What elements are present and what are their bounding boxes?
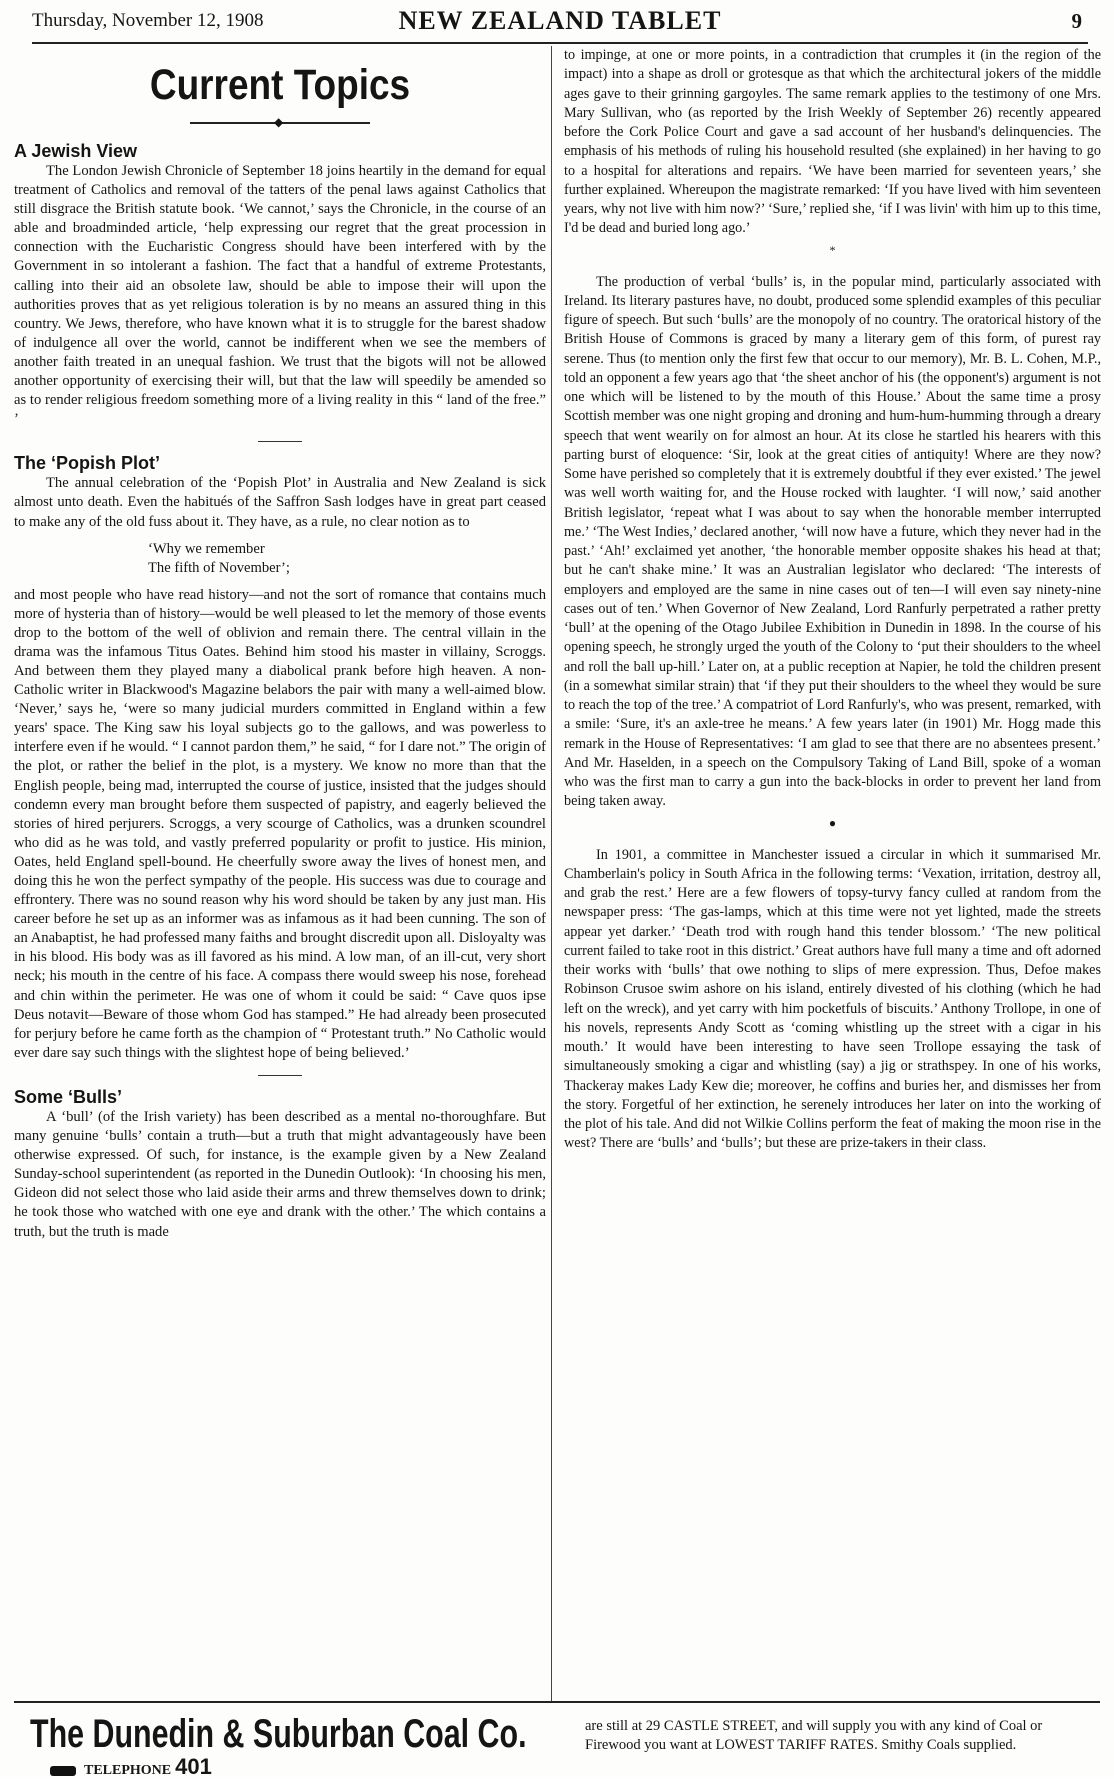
article-heading: The ‘Popish Plot’ [14, 453, 161, 474]
column-divider [551, 46, 552, 1701]
verse-line: ‘Why we remember [148, 540, 265, 557]
article-body: and most people who have read history—and not the sort of romance that contains much more of hysteria than of history—would be well pleased to let the memory of those events drop to the bottom of the well of oblivion and remain there. The central villain in the drama was the infamous Titus Oates. Behind him stood his master in villainy, Scroggs. And between them they played many a diabolical prank before high heaven. A non-Catholic writer in Blackwood's Magazine belabors the pair with many a well-aimed blow. ‘Never,’ says he, ‘were so many judicial murders committed in England within a few years' space. The King saw his loyal subjects go to the gallows, and was powerless to interfere even if he would. “ I cannot pardon them,” he said, “ for I dare not.” The origin of the plot, or rather the belief in the plot, is a mystery. We know no more than that the English people, being mad, interrupted the course of justice, insisted that the judges should condemn every man brought before them suspected of papistry, and eagerly believed the stories of hired perjurers. Scroggs, a very scourge of Catholics, was a drunken scoundrel who did as he was told, and vastly preferred popularity or profit to justice. His minion, Oates, held England spell-bound. He cheerfully swore away the lives of honest men, and doing this he won the perfect sympathy of the people. His success was due to courage and effrontery. There was no sound reason why his word should be taken by any just man. His career before he set up as an informer was as infamous as it had been cunning. The son of an Anabaptist, he had professed many faiths and brought discredit upon all. Disloyalty was in his blood. His body was as ill favored as his mind. A low man, of an ill-cut, very short neck; his mouth in the centre of his face. A compass there would sweep his nose, forehead and chin within the perimeter. He was one of whom it could be said: “ Cave quos ipse Deus notavit—Beware of those whom God has stamped.” He had already been prosecuted for perjury before he came forth as the champion of “ Protestant truth.” No Catholic would ever dare say such things with the slightest hope of being believed.’ [14, 586, 546, 1061]
article-body: The production of verbal ‘bulls’ is, in the popular mind, particularly associated with Ireland. Its literary pastures have, no doubt, produced some splendid examples of this peculiar figure of speech. But such ‘bulls’ are the monopoly of no country. The oratorical history of the British House of Commons is graced by many a literary gem of this form, of purest ray serene. Thus (to mention only the first few that occur to our memory), Mr. B. L. Cohen, M.P., told an opponent a few years ago that ‘the sheet anchor of his (the opponent's) argument is not one which will be listened to by the mouth of this House.’ About the same time a prosy Scottish member was one night groping and droning and hum-hum-humming through a dreary speech that went wearily on for almost an hour. At its close he startled his hearers with this parting burst of eloquence: ‘Sir, look at the great cities of antiquity! Where are they now? Some have perished so completely that it is extremely doubtful if they ever existed.’ The jewel was well worth waiting for, and the House rocked with laughter. ‘I will now,’ said another British legislator, ‘repeat what I was about to say when the honorable member interrupted me.’ ‘The West Indies,’ declared another, ‘will now have a future, which they never had in the past.’ ‘Ah!’ exclaimed yet another, ‘the honorable member opposite shakes his head at that; but he can't shake mine.’ It was an Australian legislator who declared: ‘The interests of employers and employed are the same in nine cases out of ten—I will even say ninety-nine cases out of ten.’ When Governor of New Zealand, Lord Ranfurly perpetrated a rather pretty ‘bull’ at the opening of the Otago Jubilee Exhibition in Dunedin in 1898. In the course of his opening speech, he strongly urged the youth of the Colony to ‘put their shoulders to the wheel and roll the ball up-hill.’ Later on, at a public reception at Napier, he told the children present (in a somewhat similar strain) that ‘if they put their shoulders to the wheel they would be sure to reach the top of the tree.’ A compatriot of Lord Ranfurly's, who was present, remarked, with a smile: ‘Sure, it's an axle-tree he means.’ A few years later (in 1901) Mr. Hogg made this remark in the House of Representatives: ‘I am glad to see that there are no absentees present.’ And Mr. Haselden, in a speech on the Compulsory Taking of Land Bill, spoke of a woman who was the first man to carry a gun into the back-blocks in order to prevent her land from being taken away. [564, 273, 1101, 810]
article-separator [258, 1075, 302, 1076]
issue-date: Thursday, November 12, 1908 [32, 10, 264, 31]
article-heading: A Jewish View [14, 141, 138, 161]
article-heading: Some ‘Bulls’ [14, 1086, 123, 1107]
section-separator: ● [828, 815, 837, 830]
advert-divider [14, 1701, 1100, 1703]
masthead [32, 6, 1088, 44]
page-number: 9 [1071, 9, 1082, 33]
telephone-icon [50, 1766, 76, 1776]
article-continuation: to impinge, at one or more points, in a contradiction that crumples it (in the region of the impact) into a shape as droll or grotesque as that which the architectural jokers of the middle ages gave to their grinning gargoyles. The same remark applies to the testimony of one Mrs. Mary Sullivan, who (as reported by the Irish Weekly of September 26) recently appeared before the Cork Police Court and gave a sad account of her husband's delinquencies. The emphasis of his methods of ruling his household resulted (she explained) in her having to go to a hospital for alterations and repairs. ‘We have been married for seventeen years,’ she further explained. Whereupon the magistrate remarked: ‘If you have lived with him seventeen years, why not live with him now?’ ‘Sure,’ replied she, ‘if I was livin' with him up to this time, I'd be dead and buried long ago.’ [564, 47, 1101, 237]
article-some-bulls [14, 1086, 546, 1242]
advert-company-name: The Dunedin & Suburban Coal Co. [30, 1712, 527, 1756]
article-intro: The annual celebration of the ‘Popish Plot’ in Australia and New Zealand is sick almost unto death. Even the habitués of the Saffron Sash lodges have in great part ceased to make any of the old fuss about it. They have, as a rule, no clear notion as to [14, 475, 546, 530]
telephone-number: 401 [175, 1754, 212, 1779]
verse-quote [148, 540, 546, 578]
article-jewish-view [14, 140, 546, 429]
telephone-label: TELEPHONE [84, 1763, 172, 1778]
advert-telephone [50, 1754, 212, 1780]
article-body: The London Jewish Chronicle of September 18 joins heartily in the demand for equal treatment of Catholics and removal of the tatters of the penal laws against Catholics that still disgrace the British statute book. ‘We cannot,’ says the Chronicle, in the course of an able and broadminded article, ‘help expressing our regret that the great procession in connection with the Eucharistic Congress should have been interfered with by the Government in so intolerant a fashion. The fact that a handful of extreme Protestants, calling into their aid an obsolete law, should be able to impose their will upon the authorities proves that as yet religious toleration is by no means an assured thing in this country. We Jews, therefore, who have known what it is to struggle for the barest shadow of indulgence all over the world, cannot be indifferent when we see the members of another faith treated in an unequal fashion. We trust that the bigots will not be allowed another opportunity of exercising their will, but that the law will speedily be amended so as to render religious freedom something more of a living reality in this “ land of the free.” ’ [14, 163, 546, 428]
section-title: Current Topics [149, 61, 411, 109]
title-ornament: ◆ [14, 116, 546, 130]
section-separator: * [829, 242, 836, 257]
article-popish-plot [14, 452, 546, 1063]
verse-line: The fifth of November’; [148, 559, 290, 576]
right-column [564, 46, 1101, 1698]
article-body: A ‘bull’ (of the Irish variety) has been described as a mental no-thoroughfare. But many genuine ‘bulls’ contain a truth—but a truth that might advantageously have been otherwise expressed. Of such, for instance, is the example given by a New Zealand Sunday-school superintendent (as reported in the Dunedin Outlook): ‘In choosing his men, Gideon did not select those who laid aside their arms and threw themselves down to drink; he took those who watched with one eye and drank with the other.’ The which contains a truth, but the truth is made [14, 1108, 546, 1240]
advert-company-block [30, 1712, 570, 1779]
article-body: In 1901, a committee in Manchester issued a circular in which it summarised Mr. Chamberlain's policy in South Africa in the following terms: ‘Vexation, irritation, destroy all, and grab the rest.’ Here are a few flowers of topsy-turvy fancy culled at random from the newspaper press: ‘The gas-lamps, which at this time were not yet lighted, made the streets appear yet darker.’ ‘Death trod with rough hand this tender blossom.’ ‘The new political current failed to take root in this district.’ Great authors have full many a time and oft adorned their works with ‘bulls’ that owe nothing to slips of mere expression. Thus, Defoe makes Robinson Crusoe swim ashore on his island, entirely divested of his clothing (which he had left on the wreck), and yet carry with him pocketfuls of biscuits.’ Anthony Trollope, in one of his novels, represents Andy Scott as ‘coming whistling up the street with a cigar in his mouth.’ It would have been interesting to have seen Trollope essaying the task of simultaneously smoking a cigar and whistling (say) a jig or strathspey. In one of his works, Thackeray makes Lady Kew die; moreover, he coffins and buries her, and dismisses her from the story. Forgetful of her extinction, he serenely introduces her later on into the working of the plot of his tale. And did not Wilkie Collins perform the feat of making the moon rise in the west? There are ‘bulls’ and ‘bulls’; but these are prize-takers in their class. [564, 846, 1101, 1152]
left-column [14, 46, 546, 1698]
article-separator [258, 441, 302, 442]
advert-text: are still at 29 CASTLE STREET, and will supply you with any kind of Coal or Firewood you want at LOWEST TARIFF RATES. Smithy Coals supplied. [585, 1718, 1043, 1753]
newspaper-title: NEW ZEALAND TABLET [398, 6, 722, 35]
